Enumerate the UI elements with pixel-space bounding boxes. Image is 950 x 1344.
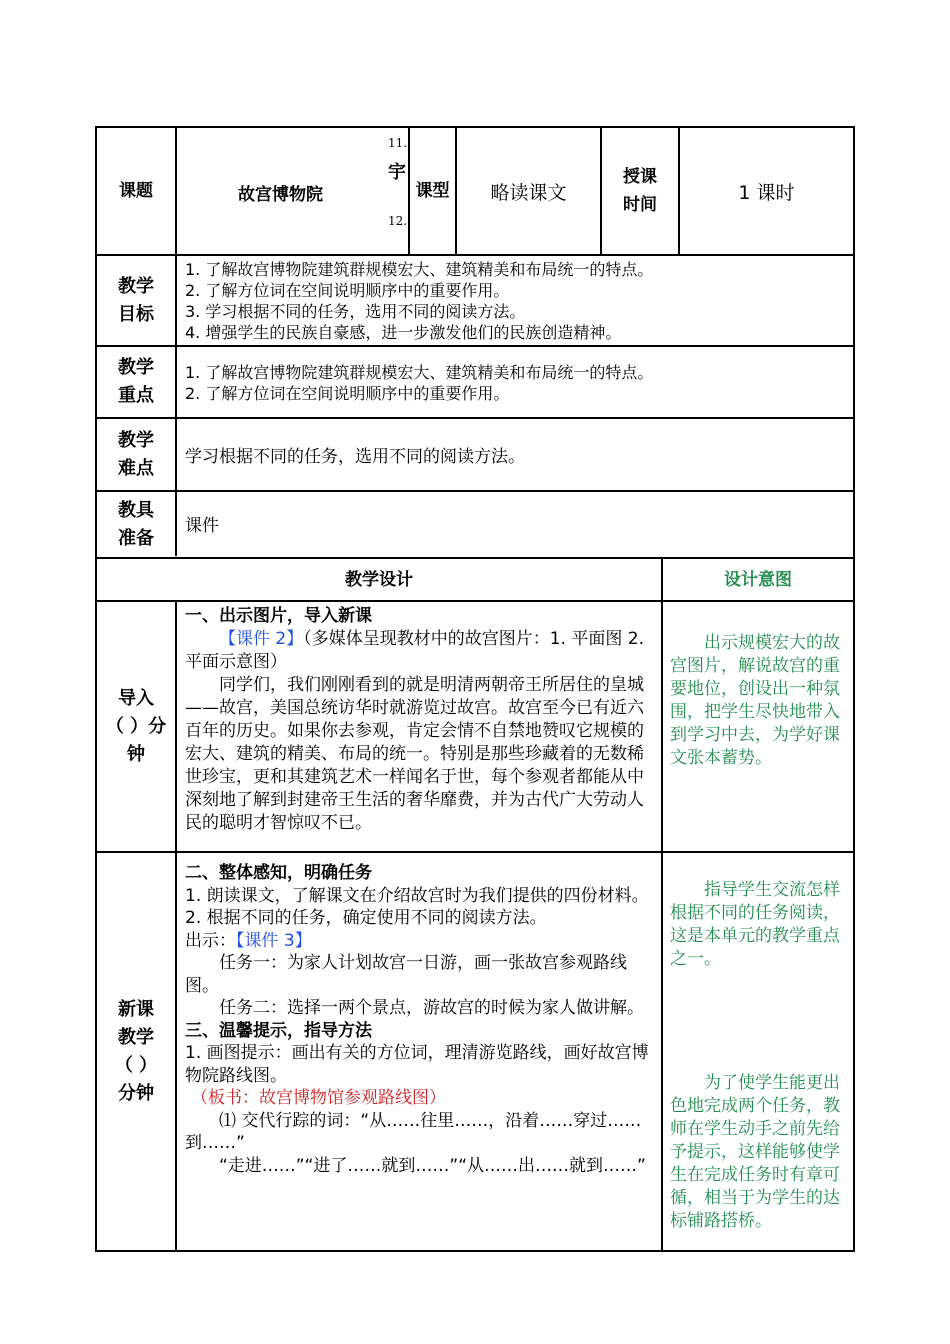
- row-divider: [95, 851, 855, 853]
- row-divider: [95, 600, 855, 602]
- type-value: 略读课文: [490, 181, 567, 204]
- courseware-desc: （多媒体呈现教材中的故宫图片：1. 平面图 2. 平面示意图）: [185, 629, 644, 672]
- tip-item: 1. 画图提示：画出有关的方位词，理清游览路线，画好故宫博物院路线图。: [185, 1043, 649, 1086]
- row-divider: [95, 417, 855, 419]
- section-heading: 二、整体感知，明确任务: [185, 863, 372, 883]
- step-item: 1. 朗读课文，了解课文在介绍故宫时为我们提供的四份材料。: [185, 885, 649, 906]
- topic-label: 课题: [119, 181, 153, 201]
- sub-tip: ⑴ 交代行踪的词：“从……往里……，沿着……穿过……到……”: [185, 1110, 642, 1153]
- intro-courseware-line: [185, 628, 657, 674]
- intro-heading: 一、出示图片，导入新课: [185, 606, 372, 626]
- show-line: 出示：【课件 3】: [185, 930, 312, 951]
- col-divider: [175, 600, 177, 1252]
- courseware-tag: 【课件 2】: [219, 629, 304, 649]
- intro-intent: 出示规模宏大的故宫图片，解说故宫的重要地位，创设出一种氛围，把学生尽快地带入到学习中去，为学好课文张本蓄势。: [670, 633, 840, 768]
- goal-item: 3. 学习根据不同的任务，选用不同的阅读方法。: [185, 302, 526, 321]
- design-header: 教学设计: [345, 569, 413, 590]
- tools-label: 教具 准备: [118, 499, 154, 549]
- goal-item: 1. 了解故宫博物院建筑群规模宏大、建筑精美和布局统一的特点。: [185, 260, 654, 279]
- goal-item: 2. 了解方位词在空间说明顺序中的重要作用。: [185, 281, 510, 300]
- type-label: 课型: [415, 181, 450, 201]
- key-point-item: 2. 了解方位词在空间说明顺序中的重要作用。: [185, 384, 510, 403]
- task-item: 任务二：选择一两个景点，游故宫的时候为家人做讲解。: [219, 998, 644, 1018]
- lesson-marker-char: 宇: [388, 162, 406, 183]
- lesson-title: 故宫博物院: [238, 185, 323, 205]
- intent-header: 设计意图: [724, 569, 792, 590]
- goals-list: [185, 259, 845, 343]
- row-divider: [95, 345, 855, 347]
- key-points-list: [185, 362, 845, 404]
- tools-text: 课件: [185, 516, 219, 536]
- new-lesson-label: 新课 教学 （ ） 分钟: [114, 998, 158, 1104]
- table-border-right: [853, 126, 855, 1252]
- new-lesson-content: [185, 862, 657, 1177]
- step-item: 2. 根据不同的任务，确定使用不同的阅读方法。: [185, 908, 547, 928]
- difficulty-label: 教学 难点: [118, 429, 154, 479]
- new-intent-1: 指导学生交流怎样根据不同的任务阅读，这是本单元的教学重点之一。: [670, 880, 840, 969]
- key-point-item: 1. 了解故宫博物院建筑群规模宏大、建筑精美和布局统一的特点。: [185, 363, 654, 382]
- difficulty-text: 学习根据不同的任务，选用不同的阅读方法。: [185, 447, 525, 467]
- intro-content: [185, 605, 657, 835]
- board-note: （板书：故宫博物馆参观路线图）: [191, 1088, 446, 1108]
- time-label: 授课 时间: [623, 167, 657, 215]
- table-border-bottom: [95, 1250, 855, 1252]
- new-intent-2: 为了使学生能更出色地完成两个任务，教师在学生动手之前先给予提示，这样能够使学生在完成任务时有章可循，相当于为学生的达标铺路搭桥。: [670, 1073, 840, 1231]
- courseware-tag: 【课件 3】: [236, 930, 312, 951]
- time-value: 1 课时: [738, 181, 795, 204]
- row-divider: [95, 254, 855, 256]
- lesson-number-top: 11.: [388, 136, 408, 150]
- intro-label: 导入 （ ）分 钟: [105, 687, 167, 765]
- col-divider: [661, 557, 663, 1252]
- goal-item: 4. 增强学生的民族自豪感，进一步激发他们的民族创造精神。: [185, 323, 622, 342]
- key-points-label: 教学 重点: [118, 357, 154, 406]
- task-item: 任务一：为家人计划故宫一日游，画一张故宫参观路线图。: [185, 953, 627, 996]
- sub-tip: “走进……”“进了……就到……”“从……出……就到……”: [219, 1155, 646, 1176]
- goals-label: 教学 目标: [118, 275, 154, 325]
- intro-paragraph: 同学们，我们刚刚看到的就是明清两朝帝王所居住的皇城——故宫，美国总统访华时就游览过故宫。故宫至今已有近六百年的历史。如果你去参观，肯定会情不自禁地赞叹它规模的宏大、建筑的精美、布局的统一。特别是那些珍藏着的无数稀世珍宝，更和其建筑艺术一样闻名于世，每个参观者都能从中深刻地了解到封建帝王生活的奢华靡费，并为古代广大劳动人民的聪明才智惊叹不已。: [185, 675, 644, 833]
- section-heading: 三、温馨提示，指导方法: [185, 1020, 372, 1041]
- lesson-number-bottom: 12.: [388, 214, 408, 228]
- row-divider: [95, 490, 855, 492]
